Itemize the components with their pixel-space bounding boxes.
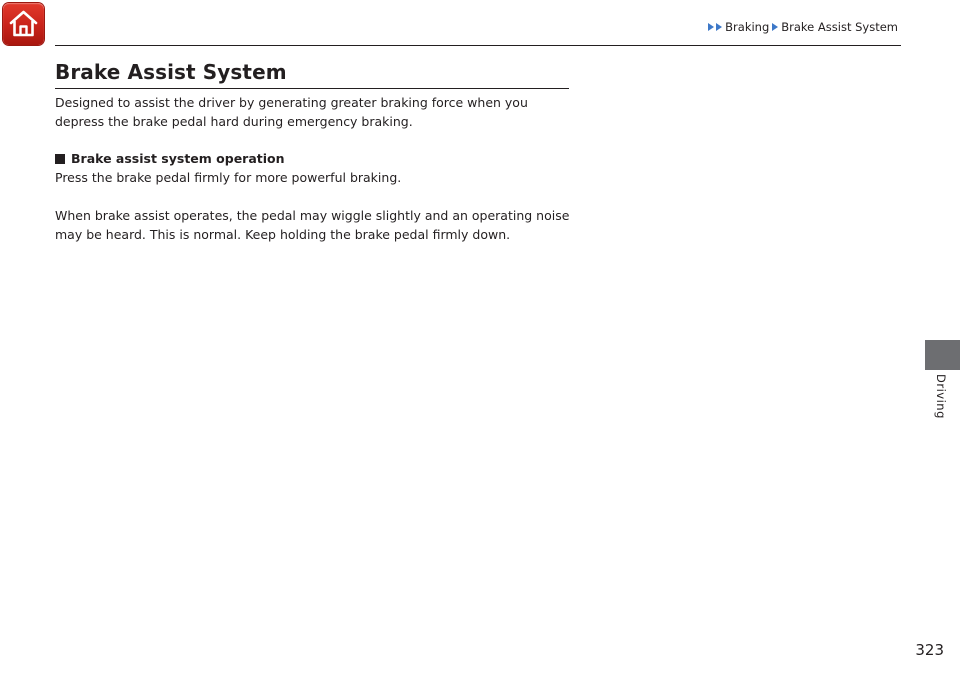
page-number: 323 bbox=[915, 641, 944, 659]
breadcrumb-arrow-icon bbox=[708, 23, 714, 31]
breadcrumb bbox=[708, 20, 901, 34]
breadcrumb-arrow-icon bbox=[716, 23, 722, 31]
page-title: Brake Assist System bbox=[55, 60, 287, 84]
section-heading bbox=[55, 149, 285, 168]
black-square-icon bbox=[55, 154, 65, 164]
breadcrumb-arrow-icon bbox=[772, 23, 778, 31]
header-divider bbox=[55, 45, 901, 46]
chapter-tab[interactable] bbox=[925, 340, 960, 370]
home-icon bbox=[8, 8, 39, 39]
section-paragraph: Press the brake pedal firmly for more powerful braking. bbox=[55, 170, 402, 185]
breadcrumb-item-braking[interactable]: Braking bbox=[725, 20, 770, 34]
intro-paragraph: Designed to assist the driver by generating greater braking force when you depress the brake pedal hard during emergency braking. bbox=[55, 95, 528, 129]
section-paragraph: When brake assist operates, the pedal may wiggle slightly and an operating noise may be heard. This is normal. Keep holding the brake pedal firmly down. bbox=[55, 208, 570, 242]
section-heading-text: Brake assist system operation bbox=[71, 151, 285, 166]
chapter-tab-label: Driving bbox=[934, 374, 948, 419]
breadcrumb-item-brake-assist-system[interactable]: Brake Assist System bbox=[781, 20, 898, 34]
home-button[interactable] bbox=[3, 3, 44, 45]
title-divider bbox=[55, 88, 569, 89]
